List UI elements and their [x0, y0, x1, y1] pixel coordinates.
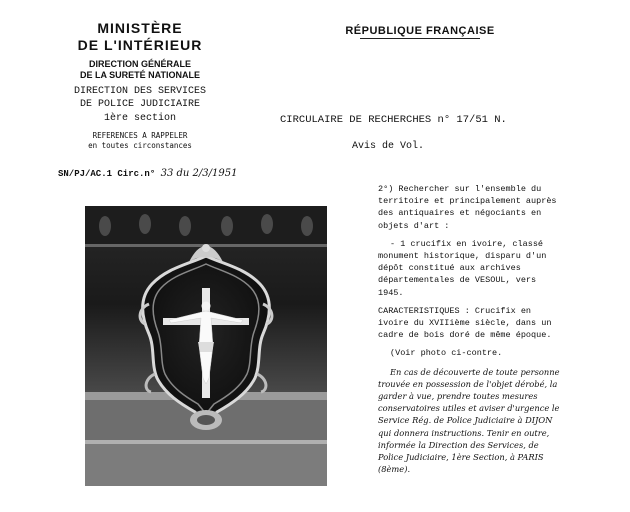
republic-underline — [360, 38, 480, 39]
crucifix-photo-image — [85, 206, 327, 486]
circular-body — [378, 183, 562, 481]
directorate-line-1: DIRECTION GÉNÉRALE — [88, 59, 191, 69]
issuer-header — [40, 20, 240, 151]
crucifix-photo — [85, 206, 327, 486]
section-label: 1ère section — [103, 113, 176, 124]
circular-subtitle: Avis de Vol. — [352, 141, 425, 152]
body-paragraph-object: - 1 crucifix en ivoire, classé monument historique, disparu d'un dépôt constitué aux archives départementales de VESOUL, vers 1945. — [378, 238, 547, 298]
body-paragraph-search: 2°) Rechercher sur l'ensemble du territoire et principalement auprès des antiquaires et négociants en objets d'art : — [378, 184, 557, 231]
service-line-2: DE POLICE JUDICIAIRE — [79, 99, 201, 110]
body-paragraph-instructions: En cas de découverte de toute personne trouvée en possession de l'objet dérobé, la garder à vue, prendre toutes mesures conservatoires utiles et aviser d'urgence le Service Rég. de Police Judiciaire à DIJON qui donnera instructions. Tenir en outre, informée la Direction des Services, de Police Judiciaire, 1ère Section, à PARIS (8ème). — [378, 366, 560, 475]
directorate-line-2: DE LA SURETÉ NATIONALE — [79, 70, 200, 80]
references-heading: REFERENCES A RAPPELER — [92, 131, 188, 140]
service-line-1: DIRECTION DES SERVICES — [73, 86, 207, 97]
circular-title: CIRCULAIRE DE RECHERCHES n° 17/51 N. — [280, 114, 507, 126]
references-subheading: en toutes circonstances — [88, 141, 192, 150]
body-paragraph-characteristics: CARACTERISTIQUES : Crucifix en ivoire du XVIIième siècle, dans un cadre de bois doré de même époque. — [378, 305, 552, 341]
reference-handwritten: 33 du 2/3/1951 — [160, 168, 238, 179]
reference-code: SN/PJ/AC.1 Circ.n° — [58, 169, 156, 179]
ministry-line-2: DE L'INTÉRIEUR — [77, 37, 203, 53]
republic-label: RÉPUBLIQUE FRANÇAISE — [345, 25, 495, 37]
ministry-line-1: MINISTÈRE — [97, 20, 183, 36]
body-paragraph-photo-note: (Voir photo ci-contre. — [390, 348, 503, 359]
republic-header — [320, 25, 520, 39]
reference-number — [58, 168, 237, 179]
